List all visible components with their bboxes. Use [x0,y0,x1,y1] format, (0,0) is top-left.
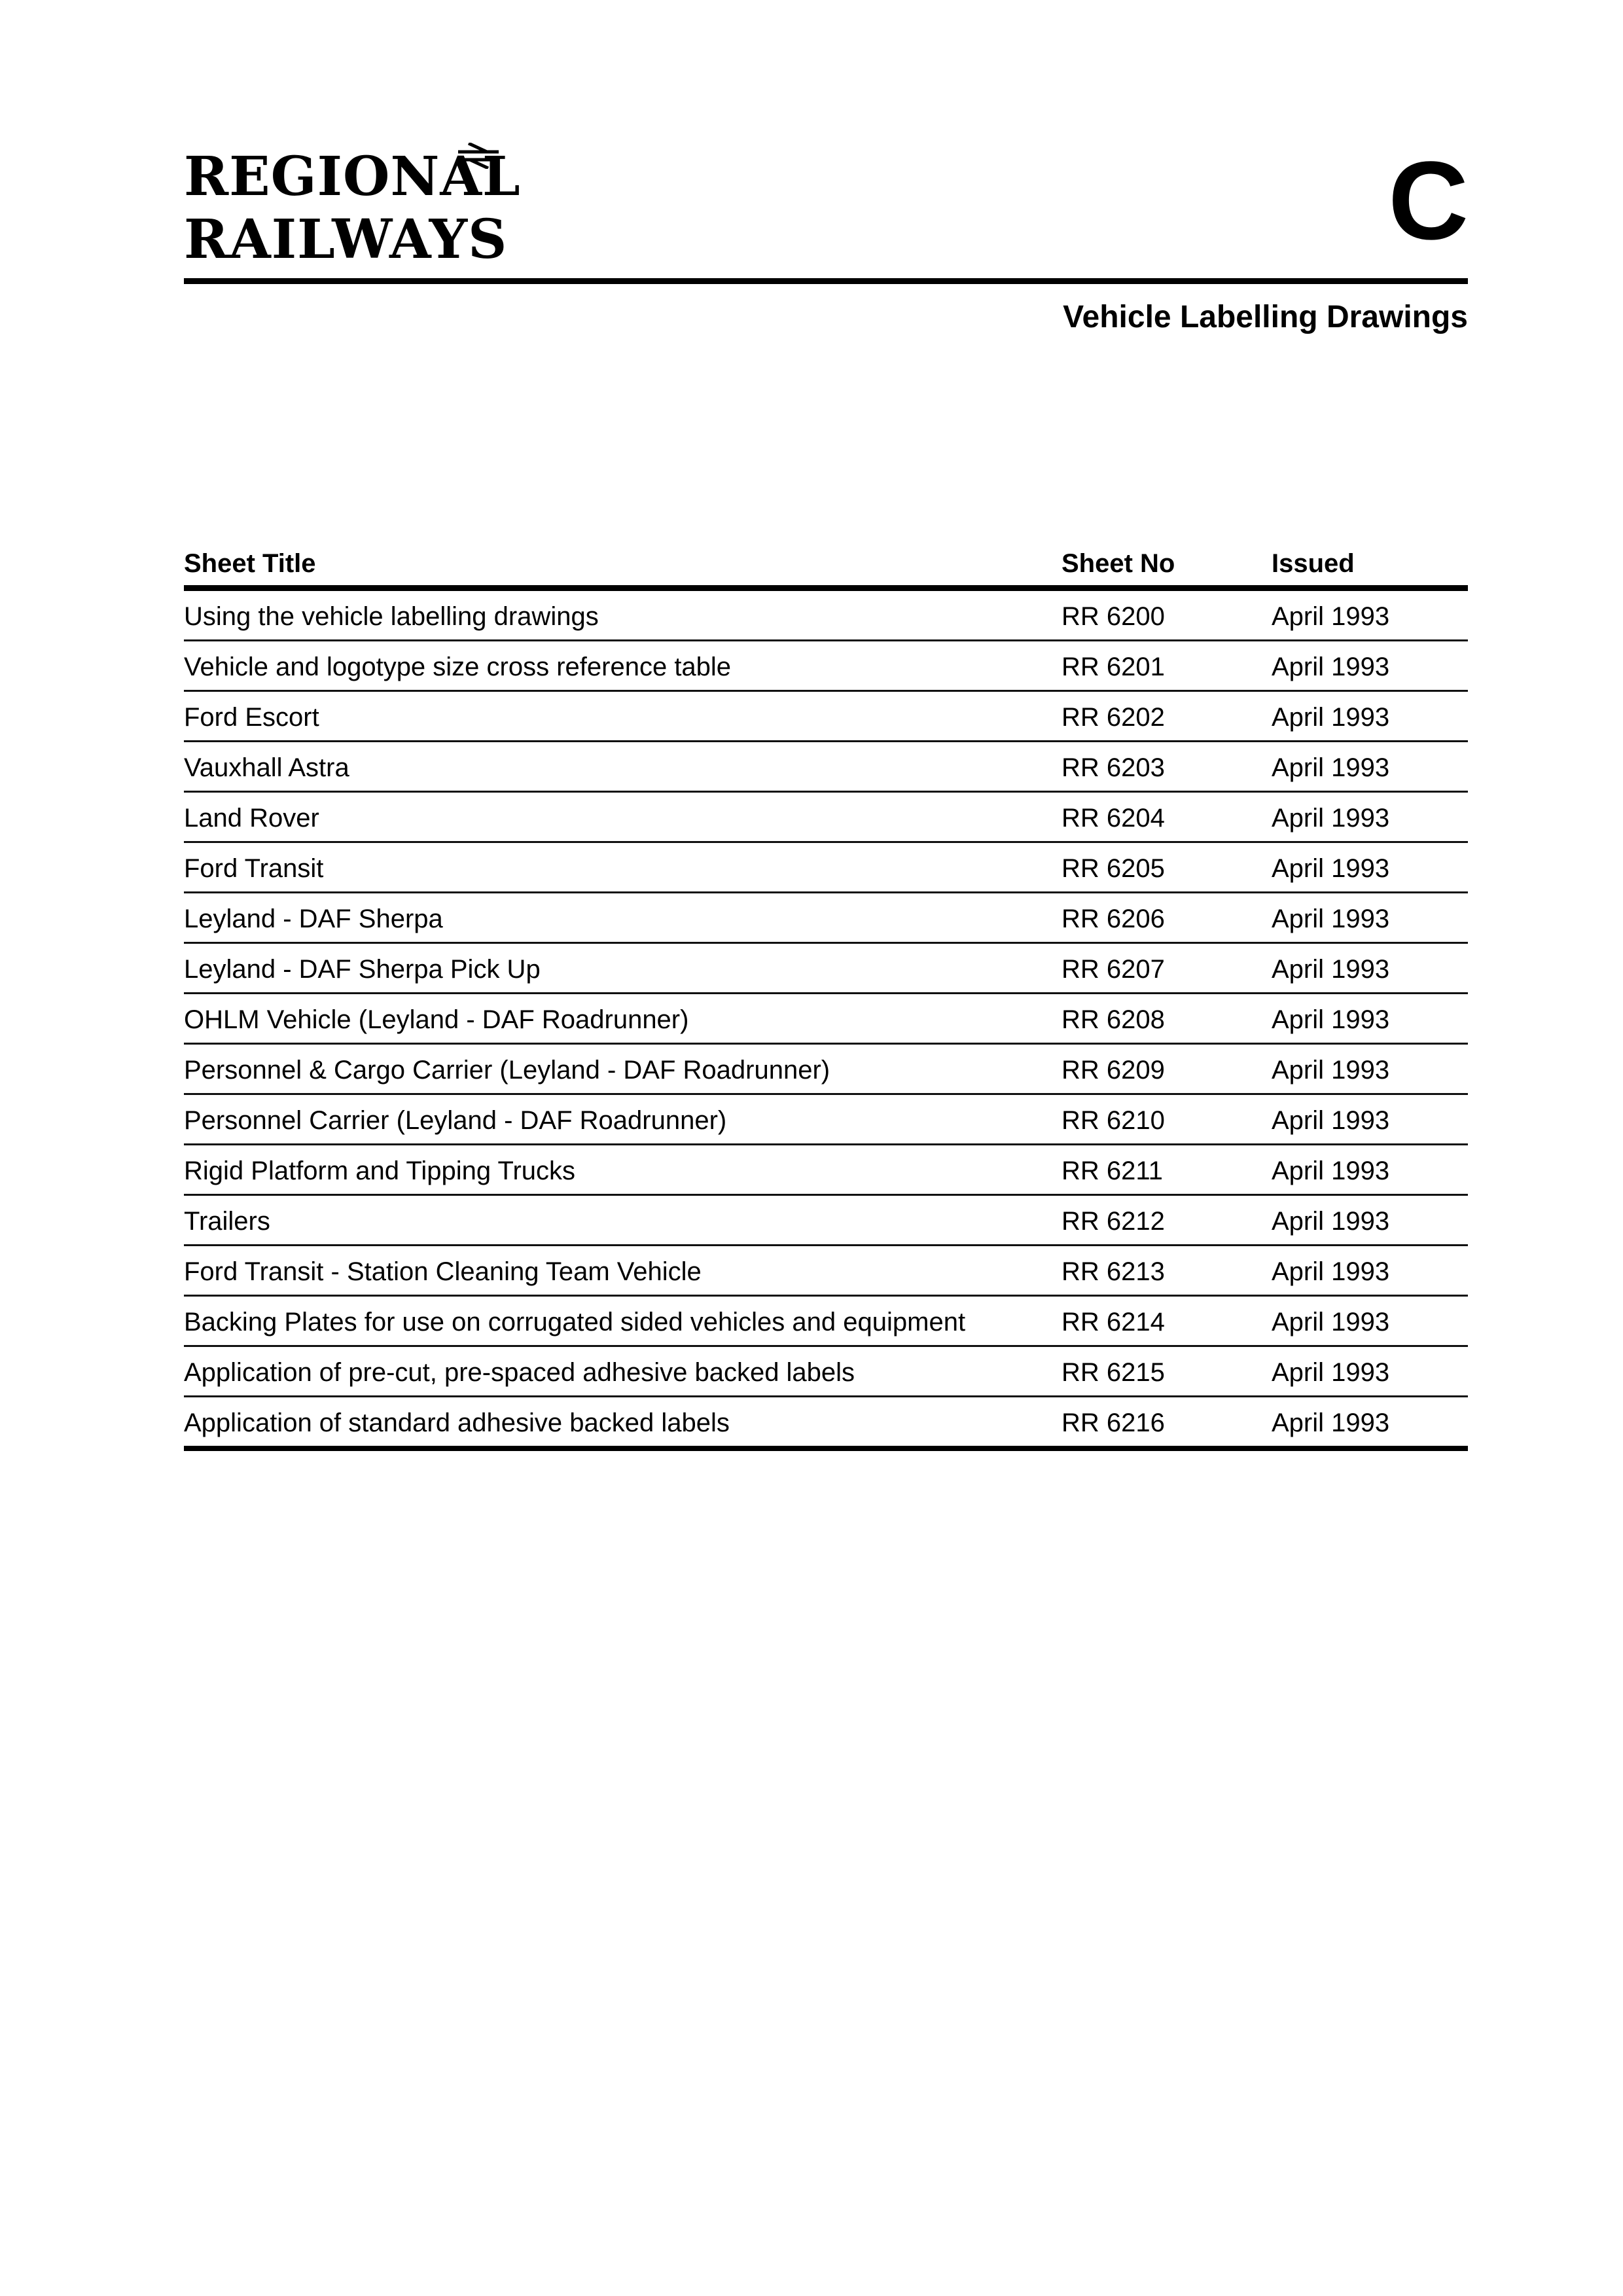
sheet-no-cell: RR 6208 [1061,1005,1165,1034]
issued-cell: April 1993 [1272,905,1390,933]
issued-cell: April 1993 [1272,653,1390,681]
table-row [184,692,1468,742]
issued-cell: April 1993 [1272,804,1390,833]
sheet-no-cell: RR 6205 [1061,854,1165,883]
table-row [184,893,1468,944]
sheet-no-cell: RR 6202 [1061,703,1165,732]
column-header-sheet-title: Sheet Title [184,549,316,578]
sheet-title-cell: Ford Escort [184,703,319,732]
table-row [184,591,1468,641]
sheet-title-cell: Ford Transit [184,854,324,883]
brand-line-1: REGIONAL [184,145,521,208]
column-header-issued: Issued [1272,549,1355,578]
brand-line-2: RAILWAYS [184,208,508,271]
sheet-title-cell: Leyland - DAF Sherpa Pick Up [184,955,541,984]
sheet-title-cell: Personnel & Cargo Carrier (Leyland - DAF Roadrunner) [184,1056,830,1085]
header-rule [184,278,1468,284]
sheet-title-cell: Application of standard adhesive backed labels [184,1408,730,1437]
page-subtitle: Vehicle Labelling Drawings [1063,300,1468,334]
sheet-title-cell: Ford Transit - Station Cleaning Team Vehicle [184,1257,702,1286]
column-header-sheet-no: Sheet No [1061,549,1175,578]
sheet-no-cell: RR 6216 [1061,1408,1165,1437]
sheet-title-cell: OHLM Vehicle (Leyland - DAF Roadrunner) [184,1005,689,1034]
issued-cell: April 1993 [1272,602,1390,631]
table-row [184,843,1468,893]
table-row [184,742,1468,793]
sheet-title-cell: Leyland - DAF Sherpa [184,905,443,933]
issued-cell: April 1993 [1272,1358,1390,1387]
issued-cell: April 1993 [1272,1308,1390,1336]
issued-cell: April 1993 [1272,753,1390,782]
sheet-no-cell: RR 6209 [1061,1056,1165,1085]
sheet-title-cell: Backing Plates for use on corrugated sided vehicles and equipment [184,1308,966,1336]
issued-cell: April 1993 [1272,854,1390,883]
issued-cell: April 1993 [1272,1005,1390,1034]
sheet-no-cell: RR 6203 [1061,753,1165,782]
issued-cell: April 1993 [1272,1056,1390,1085]
sheet-no-cell: RR 6215 [1061,1358,1165,1387]
british-rail-double-arrow-icon [458,143,499,169]
sheet-no-cell: RR 6212 [1061,1207,1165,1236]
table-row [184,1045,1468,1095]
sheet-title-cell: Vauxhall Astra [184,753,349,782]
issued-cell: April 1993 [1272,1207,1390,1236]
section-letter: C [1388,139,1469,263]
sheet-no-cell: RR 6201 [1061,653,1165,681]
table-row [184,1347,1468,1397]
table-row [184,1297,1468,1347]
sheet-title-cell: Rigid Platform and Tipping Trucks [184,1157,576,1185]
table-row [184,641,1468,692]
sheet-title-cell: Personnel Carrier (Leyland - DAF Roadrunner) [184,1106,727,1135]
table-row [184,1246,1468,1297]
issued-cell: April 1993 [1272,1257,1390,1286]
table-row [184,1397,1468,1451]
sheet-no-cell: RR 6213 [1061,1257,1165,1286]
table-row [184,1145,1468,1196]
table-row [184,1095,1468,1145]
sheet-no-cell: RR 6214 [1061,1308,1165,1336]
sheet-no-cell: RR 6200 [1061,602,1165,631]
table-header [184,547,1468,591]
table-row [184,994,1468,1045]
sheet-no-cell: RR 6206 [1061,905,1165,933]
sheet-title-cell: Vehicle and logotype size cross reference table [184,653,732,681]
sheet-no-cell: RR 6211 [1061,1157,1163,1185]
sheet-no-cell: RR 6210 [1061,1106,1165,1135]
table-row [184,793,1468,843]
sheet-title-cell: Land Rover [184,804,319,833]
sheet-no-cell: RR 6204 [1061,804,1165,833]
table-row [184,944,1468,994]
issued-cell: April 1993 [1272,1106,1390,1135]
sheet-title-cell: Using the vehicle labelling drawings [184,602,599,631]
issued-cell: April 1993 [1272,1157,1390,1185]
sheet-no-cell: RR 6207 [1061,955,1165,984]
issued-cell: April 1993 [1272,1408,1390,1437]
sheet-title-cell: Trailers [184,1207,270,1236]
issued-cell: April 1993 [1272,955,1390,984]
issued-cell: April 1993 [1272,703,1390,732]
table-row [184,1196,1468,1246]
drawings-table [184,547,1468,1451]
sheet-title-cell: Application of pre-cut, pre-spaced adhesive backed labels [184,1358,855,1387]
